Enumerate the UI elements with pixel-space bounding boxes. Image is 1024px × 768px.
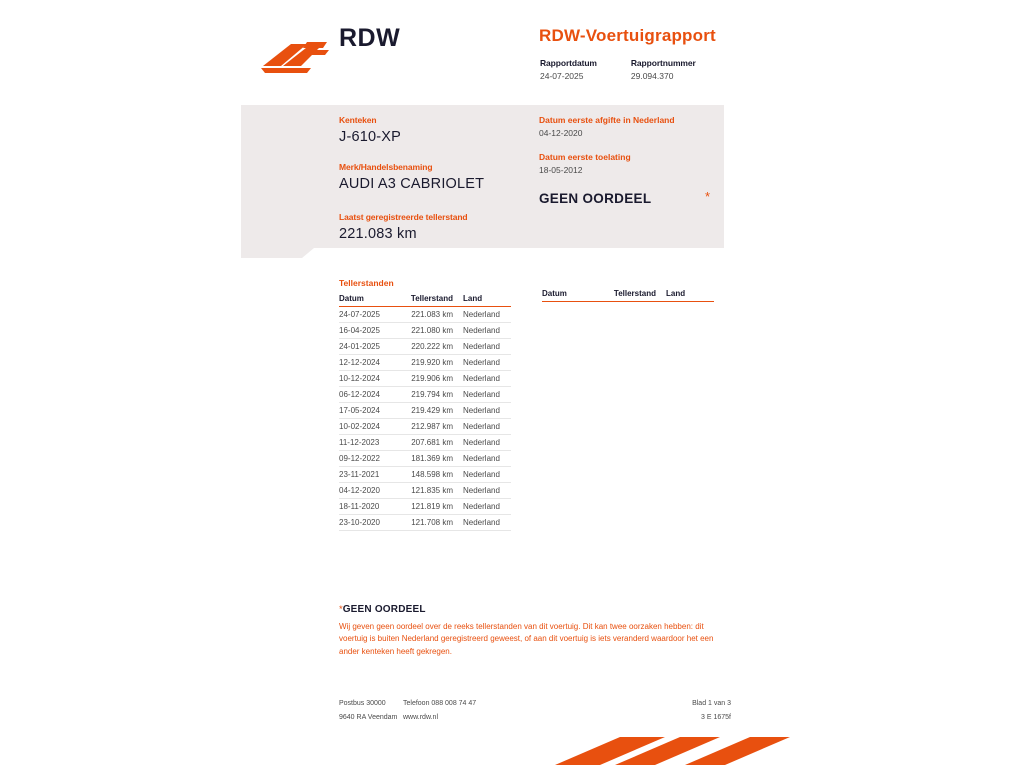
first-issue-nl-label: Datum eerste afgifte in Nederland bbox=[539, 115, 675, 125]
first-issue-nl-value: 04-12-2020 bbox=[539, 128, 583, 138]
table-row bbox=[339, 323, 511, 339]
merk-value: AUDI A3 CABRIOLET bbox=[339, 176, 485, 192]
cell-datum: 04-12-2020 bbox=[339, 483, 391, 499]
first-admission-label: Datum eerste toelating bbox=[539, 152, 631, 162]
odometer-tables-area bbox=[339, 278, 739, 531]
footnote-block bbox=[339, 604, 729, 658]
table-row bbox=[339, 307, 511, 323]
cell-datum: 23-10-2020 bbox=[339, 515, 391, 531]
cell-datum: 12-12-2024 bbox=[339, 355, 391, 371]
cell-tellerstand: 219.906 km bbox=[391, 371, 453, 387]
cell-land: Nederland bbox=[453, 339, 511, 355]
cell-land: Nederland bbox=[453, 435, 511, 451]
footer-address-line2: 9640 RA Veendam bbox=[339, 714, 398, 721]
table-row bbox=[339, 339, 511, 355]
table-row bbox=[339, 435, 511, 451]
cell-datum: 10-02-2024 bbox=[339, 419, 391, 435]
cell-datum: 24-07-2025 bbox=[339, 307, 391, 323]
cell-land: Nederland bbox=[453, 371, 511, 387]
column-header-land: Land bbox=[453, 294, 511, 307]
cell-land: Nederland bbox=[453, 355, 511, 371]
table-row bbox=[339, 371, 511, 387]
verdict-text: GEEN OORDEEL bbox=[539, 191, 652, 206]
vehicle-summary-panel bbox=[241, 105, 724, 248]
cell-land: Nederland bbox=[453, 387, 511, 403]
cell-tellerstand: 220.222 km bbox=[391, 339, 453, 355]
meta-report-date-value: 24-07-2025 bbox=[540, 71, 584, 81]
column-header-tellerstand-right: Tellerstand bbox=[594, 289, 656, 302]
cell-tellerstand: 221.083 km bbox=[391, 307, 453, 323]
cell-land: Nederland bbox=[453, 467, 511, 483]
cell-datum: 18-11-2020 bbox=[339, 499, 391, 515]
meta-report-date-label: Rapportdatum bbox=[540, 58, 597, 68]
table-row bbox=[339, 515, 511, 531]
summary-left-column bbox=[339, 115, 529, 192]
footer-code: 3 E 1675f bbox=[701, 714, 731, 721]
footnote-body: Wij geven geen oordeel over de reeks tellerstanden van dit voertuig. Dit kan twee oorzaken hebben: dit voertuig is buiten Nederland geregistreerd geweest, of aan dit voertuig is iets veranderd waardoor het een ander kenteken heeft gekregen. bbox=[339, 622, 714, 656]
table-header-row bbox=[339, 294, 511, 307]
cell-land: Nederland bbox=[453, 419, 511, 435]
cell-datum: 11-12-2023 bbox=[339, 435, 391, 451]
rdw-arrow-logo-icon bbox=[261, 36, 331, 76]
cell-tellerstand: 121.708 km bbox=[391, 515, 453, 531]
meta-report-number bbox=[631, 58, 696, 81]
cell-land: Nederland bbox=[453, 483, 511, 499]
rdw-watermark-icon bbox=[545, 735, 795, 768]
first-admission-value: 18-05-2012 bbox=[539, 165, 583, 175]
cell-tellerstand: 221.080 km bbox=[391, 323, 453, 339]
page-title: RDW-Voertuigrapport bbox=[539, 26, 716, 45]
cell-tellerstand: 121.835 km bbox=[391, 483, 453, 499]
last-odometer-label: Laatst geregistreerde tellerstand bbox=[339, 212, 468, 222]
odometer-table-right bbox=[542, 289, 714, 302]
page-footer bbox=[339, 700, 731, 728]
meta-report-number-value: 29.094.370 bbox=[630, 71, 674, 81]
footnote-title-text: GEEN OORDEEL bbox=[342, 604, 426, 615]
cell-datum: 06-12-2024 bbox=[339, 387, 391, 403]
cell-tellerstand: 219.794 km bbox=[391, 387, 453, 403]
cell-land: Nederland bbox=[453, 323, 511, 339]
last-odometer-value: 221.083 km bbox=[339, 226, 417, 242]
table-row bbox=[339, 467, 511, 483]
kenteken-value: J-610-XP bbox=[339, 129, 402, 145]
cell-datum: 09-12-2022 bbox=[339, 451, 391, 467]
cell-tellerstand: 121.819 km bbox=[391, 499, 453, 515]
cell-land: Nederland bbox=[453, 499, 511, 515]
footer-phone: Telefoon 088 008 74 47 bbox=[403, 700, 477, 707]
column-header-tellerstand: Tellerstand bbox=[391, 294, 453, 307]
summary-right-column bbox=[539, 115, 719, 175]
odometer-table-title: Tellerstanden bbox=[339, 278, 394, 288]
report-meta bbox=[540, 58, 696, 81]
cell-datum: 23-11-2021 bbox=[339, 467, 391, 483]
cell-datum: 24-01-2025 bbox=[339, 339, 391, 355]
table-row bbox=[339, 387, 511, 403]
last-odometer-block bbox=[339, 212, 468, 242]
verdict-footnote-marker: * bbox=[705, 189, 711, 204]
brand-title: RDW bbox=[339, 24, 401, 52]
cell-land: Nederland bbox=[453, 451, 511, 467]
cell-datum: 17-05-2024 bbox=[339, 403, 391, 419]
footnote-marker: * bbox=[339, 604, 343, 615]
table-header-row-right bbox=[542, 289, 714, 302]
footer-website[interactable]: www.rdw.nl bbox=[403, 714, 439, 721]
cell-tellerstand: 219.429 km bbox=[391, 403, 453, 419]
column-header-datum-right: Datum bbox=[542, 289, 594, 302]
table-row bbox=[339, 451, 511, 467]
cell-tellerstand: 212.987 km bbox=[391, 419, 453, 435]
merk-label: Merk/Handelsbenaming bbox=[339, 162, 433, 172]
cell-tellerstand: 219.920 km bbox=[391, 355, 453, 371]
column-header-land-right: Land bbox=[656, 289, 714, 302]
table-row bbox=[339, 403, 511, 419]
cell-tellerstand: 207.681 km bbox=[391, 435, 453, 451]
footnote-title bbox=[339, 604, 729, 615]
footer-address-line1: Postbus 30000 bbox=[339, 700, 386, 707]
cell-land: Nederland bbox=[453, 307, 511, 323]
meta-report-number-label: Rapportnummer bbox=[630, 58, 696, 68]
cell-datum: 16-04-2025 bbox=[339, 323, 391, 339]
table-row bbox=[339, 499, 511, 515]
report-header bbox=[241, 18, 981, 88]
table-row bbox=[339, 483, 511, 499]
cell-tellerstand: 148.598 km bbox=[391, 467, 453, 483]
table-row bbox=[339, 419, 511, 435]
panel-notch-decoration bbox=[241, 248, 724, 258]
kenteken-label: Kenteken bbox=[339, 115, 377, 125]
cell-land: Nederland bbox=[453, 403, 511, 419]
column-header-datum: Datum bbox=[339, 294, 391, 307]
cell-land: Nederland bbox=[453, 515, 511, 531]
odometer-table bbox=[339, 294, 511, 531]
footer-page-number: Blad 1 van 3 bbox=[692, 700, 731, 707]
table-row bbox=[339, 355, 511, 371]
cell-tellerstand: 181.369 km bbox=[391, 451, 453, 467]
cell-datum: 10-12-2024 bbox=[339, 371, 391, 387]
meta-report-date bbox=[540, 58, 597, 81]
